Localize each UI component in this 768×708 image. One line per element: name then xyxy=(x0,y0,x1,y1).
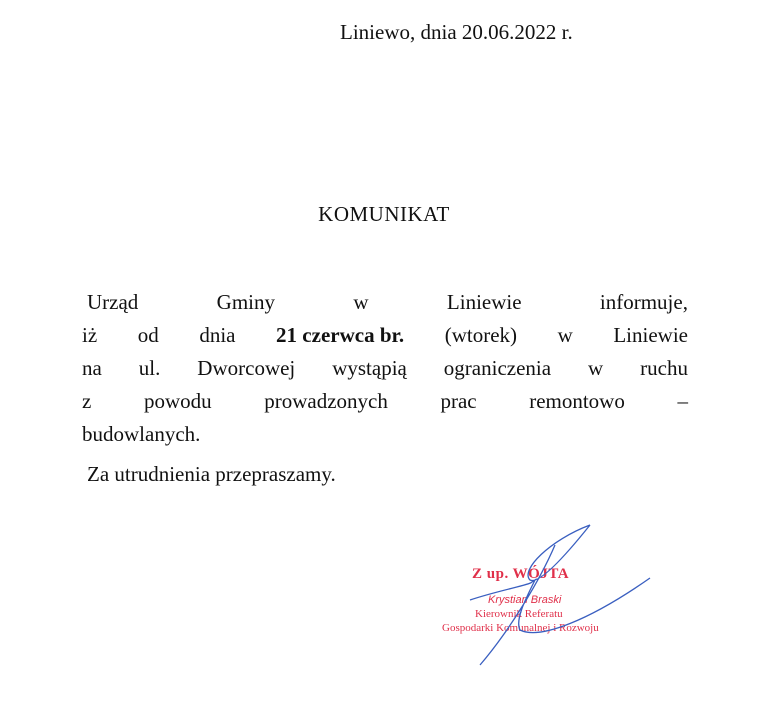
stamp-line-1: Z up. WÓJTA xyxy=(472,566,570,582)
word: budowlanych. xyxy=(82,422,201,446)
closing-line: Za utrudnienia przepraszamy. xyxy=(87,462,336,486)
body-line xyxy=(82,319,688,352)
word: dnia xyxy=(199,323,236,347)
date-line: Liniewo, dnia 20.06.2022 r. xyxy=(340,20,573,44)
word: na xyxy=(82,356,102,380)
body-line xyxy=(82,385,688,418)
word: prac xyxy=(440,389,477,413)
stamp-name: Krystian Braski xyxy=(488,594,562,606)
word: informuje, xyxy=(599,290,688,314)
announcement-body xyxy=(82,286,688,451)
word: Urząd xyxy=(87,290,139,314)
word: Dworcowej xyxy=(197,356,296,380)
word: (wtorek) xyxy=(444,323,518,347)
word: Gminy xyxy=(216,290,276,314)
body-line xyxy=(82,418,688,451)
word: ruchu xyxy=(640,356,688,380)
word: iż xyxy=(82,323,98,347)
document-title: KOMUNIKAT xyxy=(318,202,450,226)
stamp-department: Gospodarki Komunalnej i Rozwoju xyxy=(442,622,599,634)
signature xyxy=(430,520,660,670)
word: powodu xyxy=(143,389,212,413)
body-line xyxy=(82,352,688,385)
word: z xyxy=(82,389,92,413)
word: w xyxy=(557,323,573,347)
word: ul. xyxy=(138,356,161,380)
word: Liniewie xyxy=(613,323,688,347)
word: – xyxy=(677,389,688,413)
word: prowadzonych xyxy=(264,389,388,413)
word: remontowo xyxy=(529,389,625,413)
word: Liniewie xyxy=(446,290,522,314)
word: wystąpią xyxy=(332,356,407,380)
word: w xyxy=(588,356,604,380)
highlighted-date: 21 czerwca br. xyxy=(276,323,405,347)
body-line xyxy=(82,286,688,319)
word: w xyxy=(353,290,369,314)
stamp-role: Kierownik Referatu xyxy=(475,608,563,620)
word: ograniczenia xyxy=(443,356,552,380)
word: od xyxy=(137,323,159,347)
official-stamp xyxy=(430,520,660,670)
